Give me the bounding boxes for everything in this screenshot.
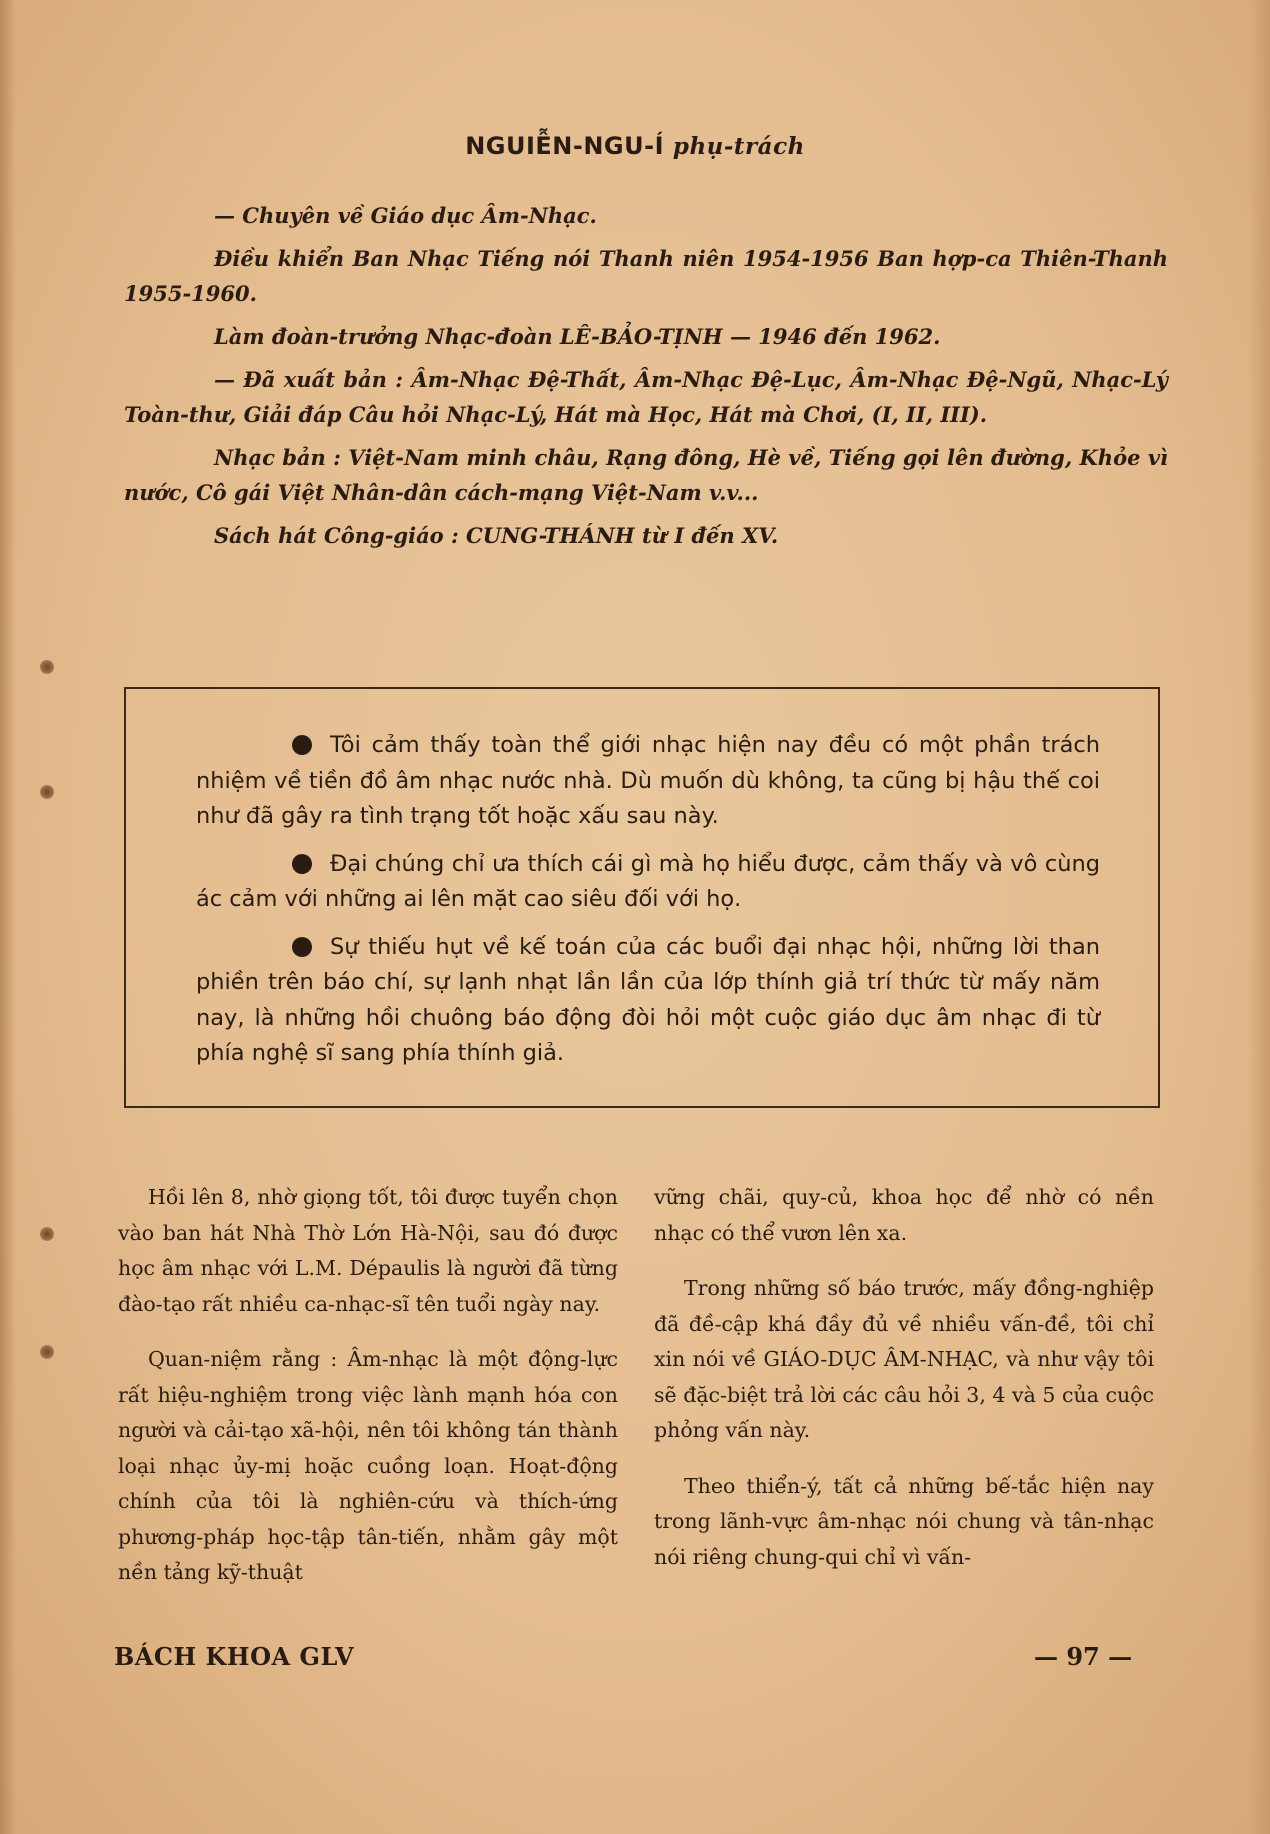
box-left-border xyxy=(124,687,126,1107)
page-number: — 97 — xyxy=(1034,1642,1133,1671)
quote-paragraph: Đại chúng chỉ ưa thích cái gì mà họ hiểu được, cảm thấy và vô cùng ác cảm với những ai lên mặt cao siêu đối với họ. xyxy=(196,850,1100,912)
box-right-border xyxy=(1158,687,1160,1107)
box-top-rule xyxy=(124,687,1160,689)
quote-paragraph: Sự thiếu hụt về kế toán của các buổi đại nhạc hội, những lời than phiền trên báo chí, sự lạnh nhạt lần lần của lớp thính giả trí thức từ mấy năm nay, là những hồi chuông báo động đòi hỏi một cuộc giáo dục âm nhạc đi từ phía nghệ sĩ sang phía thính giả. xyxy=(196,933,1100,1066)
author-bio xyxy=(124,198,1168,561)
binding-hole xyxy=(40,1227,54,1241)
bio-line: Nhạc bản : Việt-Nam minh châu, Rạng đông, Hè về, Tiếng gọi lên đường, Khỏe vì nước, Cô gái Việt Nhân-dân cách-mạng Việt-Nam v.v... xyxy=(124,445,1168,505)
author-role: phụ-trách xyxy=(672,133,805,160)
box-bottom-rule xyxy=(124,1106,1160,1108)
body-paragraph: Trong những số báo trước, mấy đồng-nghiệp đã đề-cập khá đầy đủ về nhiều vấn-đề, tôi chỉ xin nói về GIÁO-DỤC ÂM-NHẠC, và như vậy tôi sẽ đặc-biệt trả lời các câu hỏi 3, 4 và 5 của cuộc phỏng vấn này. xyxy=(654,1276,1154,1442)
bio-line: Điều khiển Ban Nhạc Tiếng nói Thanh niên 1954-1956 Ban hợp-ca Thiên-Thanh 1955-1960. xyxy=(124,246,1168,306)
bio-line: Làm đoàn-trưởng Nhạc-đoàn LÊ-BẢO-TỊNH — 1946 đến 1962. xyxy=(214,324,941,349)
quote-paragraph: Tôi cảm thấy toàn thể giới nhạc hiện nay đều có một phần trách nhiệm về tiền đồ âm nhạc nước nhà. Dù muốn dù không, ta cũng bị hậu thế coi như đã gây ra tình trạng tốt hoặc xấu sau này. xyxy=(196,732,1100,829)
body-paragraph: Quan-niệm rằng : Âm-nhạc là một động-lực rất hiệu-nghiệm trong việc lành mạnh hóa con người và cải-tạo xã-hội, nên tôi không tán thành loại nhạc ủy-mị hoặc cuồng loạn. Hoạt-động chính của tôi là nghiên-cứu và thích-ứng phương-pháp học-tập tân-tiến, nhằm gây một nền tảng kỹ-thuật xyxy=(118,1347,618,1584)
bullet-icon xyxy=(292,735,312,755)
body-paragraph: Theo thiển-ý, tất cả những bế-tắc hiện nay trong lãnh-vực âm-nhạc nói chung và tân-nhạc nói riêng chung-qui chỉ vì vấn- xyxy=(654,1473,1154,1569)
bullet-icon xyxy=(292,937,312,957)
binding-hole xyxy=(40,1345,54,1359)
author-name: NGUIỄN-NGU-Í xyxy=(465,132,664,160)
bullet-icon xyxy=(292,854,312,874)
binding-hole xyxy=(40,660,54,674)
body-paragraph: vững chãi, quy-củ, khoa học để nhờ có nền nhạc có thể vươn lên xa. xyxy=(654,1185,1154,1245)
quote-box xyxy=(196,728,1100,1084)
binding-hole xyxy=(40,785,54,799)
bio-line: — Đã xuất bản : Âm-Nhạc Đệ-Thất, Âm-Nhạc Đệ-Lục, Âm-Nhạc Đệ-Ngũ, Nhạc-Lý Toàn-thư, Giải đáp Câu hỏi Nhạc-Lý, Hát mà Học, Hát mà Chơi, (I, II, III). xyxy=(124,367,1168,427)
body-left-column xyxy=(118,1180,618,1611)
publication-name: BÁCH KHOA GLV xyxy=(114,1642,355,1671)
bio-line: Sách hát Công-giáo : CUNG-THÁNH từ I đến XV. xyxy=(214,523,779,548)
bio-line: — Chuyên về Giáo dục Âm-Nhạc. xyxy=(214,203,597,228)
body-right-column xyxy=(654,1180,1154,1595)
page-header xyxy=(0,132,1270,160)
body-paragraph: Hồi lên 8, nhờ giọng tốt, tôi được tuyển chọn vào ban hát Nhà Thờ Lớn Hà-Nội, sau đó được học âm nhạc với L.M. Dépaulis là người đã từng đào-tạo rất nhiều ca-nhạc-sĩ tên tuổi ngày nay. xyxy=(118,1185,618,1316)
